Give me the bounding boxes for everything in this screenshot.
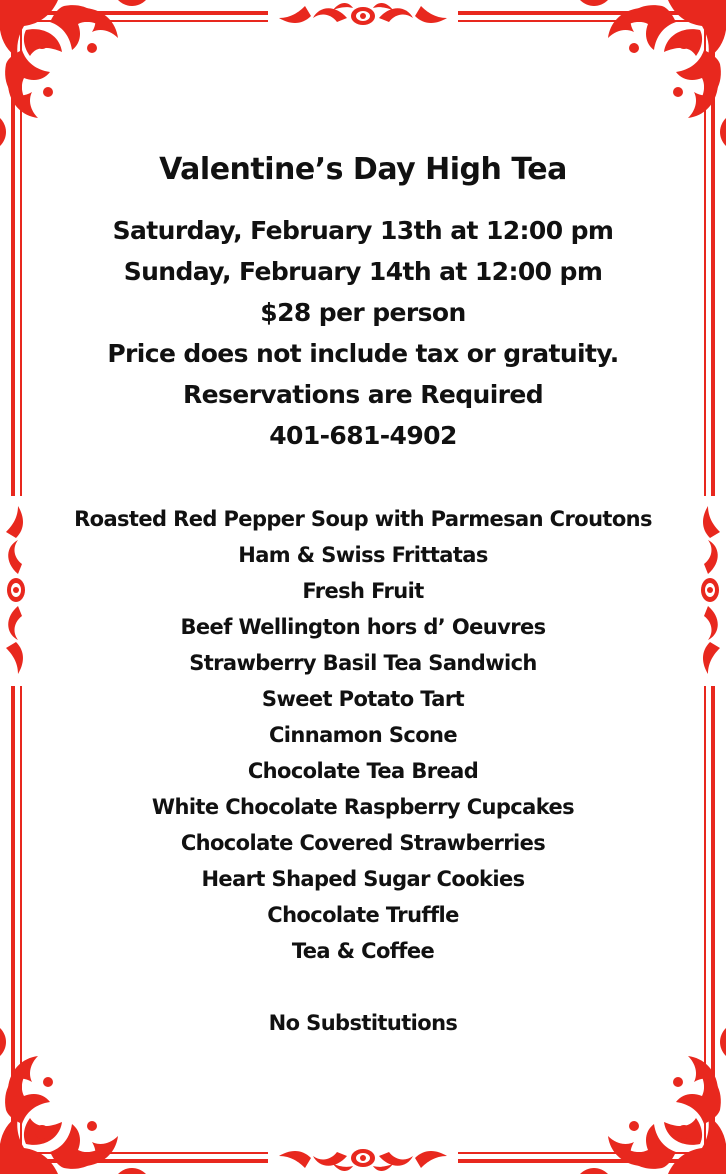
right-center-ornament <box>701 506 720 674</box>
event-title: Valentine’s Day High Tea <box>159 152 567 187</box>
menu-item: Chocolate Truffle <box>267 903 459 927</box>
menu-item: White Chocolate Raspberry Cupcakes <box>151 795 575 819</box>
corner-ornament-bottom-right <box>580 1028 726 1174</box>
detail-line-reservations: Reservations are Required <box>182 380 544 409</box>
flyer-content <box>60 148 666 1041</box>
detail-line-price: $28 per person <box>260 298 466 327</box>
corner-ornament-top-right <box>580 0 726 146</box>
bottom-center-ornament <box>279 1149 447 1171</box>
menu-item: Sweet Potato Tart <box>261 687 465 711</box>
menu-item: Heart Shaped Sugar Cookies <box>201 867 525 891</box>
menu-item: Strawberry Basil Tea Sandwich <box>189 651 537 675</box>
menu-item: Roasted Red Pepper Soup with Parmesan Croutons <box>74 507 652 531</box>
menu-item: Ham & Swiss Frittatas <box>238 543 488 567</box>
no-substitutions-note: No Substitutions <box>268 1011 458 1035</box>
menu-item: Cinnamon Scone <box>268 723 458 747</box>
event-details <box>60 210 666 456</box>
top-center-ornament <box>279 3 447 25</box>
menu-item: Tea & Coffee <box>291 939 435 963</box>
detail-line-saturday: Saturday, February 13th at 12:00 pm <box>112 216 614 245</box>
menu-item: Beef Wellington hors d’ Oeuvres <box>180 615 546 639</box>
menu-item: Chocolate Covered Strawberries <box>180 831 546 855</box>
menu-list <box>60 501 666 969</box>
left-center-ornament <box>6 506 25 674</box>
menu-item: Chocolate Tea Bread <box>247 759 479 783</box>
menu-item: Fresh Fruit <box>302 579 424 603</box>
corner-ornament-top-left <box>0 0 146 146</box>
detail-line-sunday: Sunday, February 14th at 12:00 pm <box>123 257 603 286</box>
detail-line-phone: 401-681-4902 <box>269 421 457 450</box>
corner-ornament-bottom-left <box>0 1028 146 1174</box>
detail-line-price-note: Price does not include tax or gratuity. <box>107 339 619 368</box>
